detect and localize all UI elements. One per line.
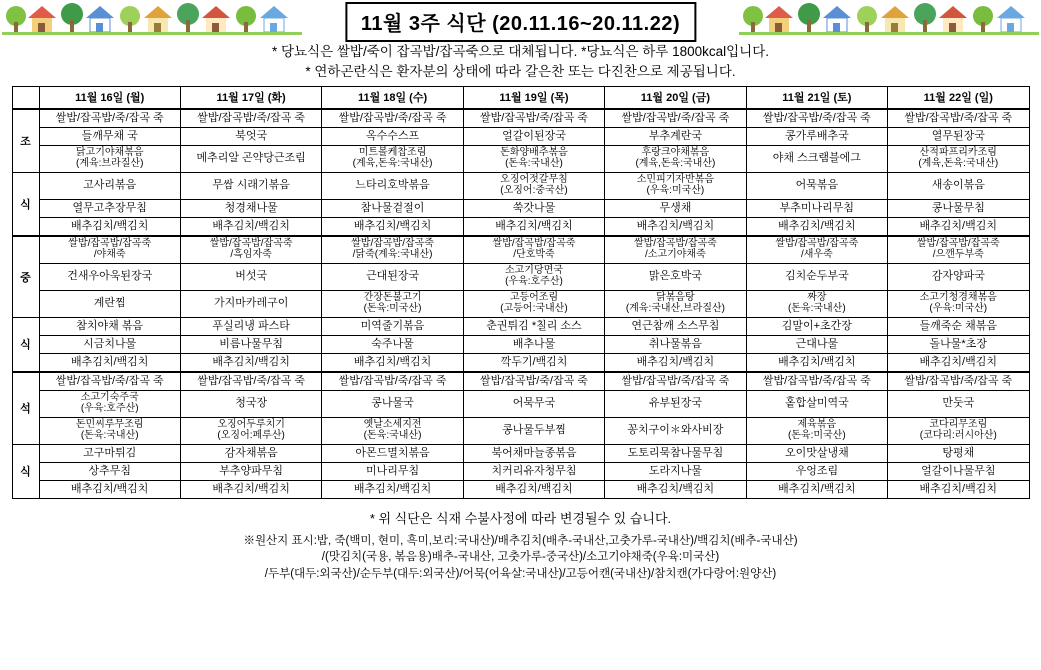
menu-cell: 취나물볶음 [605, 335, 746, 353]
menu-cell: 후랑크야채볶음 (계육,돈육:국내산) [605, 145, 746, 172]
menu-row [12, 317, 1029, 335]
menu-cell: 상추무침 [39, 462, 180, 480]
menu-cell: 푸실리냉 파스타 [180, 317, 321, 335]
menu-cell: 배추김치/백김치 [180, 480, 321, 498]
menu-cell: 소고기청경채볶음 (우육:미국산) [888, 290, 1029, 317]
table-header-row [12, 86, 1029, 109]
origin-line-3: /두부(대두:외국산)/순두부(대두:외국산)/어묵(어육살:국내산)/고등어캔(국내산)/참치캔(가다랑어:원양산) [264, 567, 777, 580]
menu-row [12, 290, 1029, 317]
meal-label-중식-2: 식 [12, 317, 39, 372]
notice-line-1: * 당뇨식은 쌀밥/죽이 잡곡밥/잡곡죽으로 대체됩니다. *당뇨식은 하루 1800kcal입니다. [271, 44, 770, 59]
menu-cell: 북어채마늘종볶음 [463, 444, 604, 462]
menu-cell: 쌀밥/잡곡밥/잡곡죽 /새우죽 [746, 236, 887, 264]
meal-label-중식-1: 중 [12, 236, 39, 318]
menu-row [12, 145, 1029, 172]
menu-cell: 고구마튀김 [39, 444, 180, 462]
menu-cell: 쌀밥/잡곡밥/죽/잡곡 죽 [605, 109, 746, 128]
menu-cell-origin: /닭죽(계육:국내산) [352, 248, 433, 260]
menu-cell: 배추김치/백김치 [888, 353, 1029, 372]
menu-cell: 배추김치/백김치 [180, 353, 321, 372]
menu-cell: 쌀밥/잡곡밥/죽/잡곡 죽 [322, 372, 463, 391]
menu-cell: 부추미나리무침 [746, 199, 887, 217]
menu-cell: 어묵볶음 [746, 172, 887, 199]
column-header-sat: 11월 21일 (토) [746, 86, 887, 109]
menu-cell: 유부된장국 [605, 390, 746, 417]
menu-cell-origin: (계육:국내산,브라질산) [625, 302, 725, 314]
menu-cell: 코다리무조림 (코다리:러시아산) [888, 417, 1029, 444]
menu-cell: 시금치나물 [39, 335, 180, 353]
menu-cell-origin: (우육:호주산) [80, 402, 139, 414]
menu-cell: 오징어두루치기 (오징어:페루산) [180, 417, 321, 444]
menu-cell: 쌀밥/잡곡밥/잡곡죽 /닭죽(계육:국내산) [322, 236, 463, 264]
menu-cell-origin: (돈육:국내산) [505, 157, 563, 169]
menu-cell: 돈화양배추볶음 (돈육:국내산) [463, 145, 604, 172]
decorative-header-band [0, 0, 1041, 40]
menu-cell: 배추김치/백김치 [888, 480, 1029, 498]
menu-cell: 쑥갓나물 [463, 199, 604, 217]
menu-cell-origin: (오징어:페루산) [217, 429, 285, 441]
menu-cell: 연근참깨 소스무침 [605, 317, 746, 335]
menu-cell: 짜장 (돈육:국내산) [746, 290, 887, 317]
menu-cell: 콩나물국 [322, 390, 463, 417]
menu-row [12, 353, 1029, 372]
column-header-mon: 11월 16일 (월) [39, 86, 180, 109]
menu-row [12, 372, 1029, 391]
weekly-menu-table [12, 86, 1030, 499]
menu-cell: 쌀밥/잡곡밥/죽/잡곡 죽 [888, 109, 1029, 128]
menu-cell: 고사리볶음 [39, 172, 180, 199]
menu-cell: 버섯국 [180, 263, 321, 290]
menu-cell: 배추김치/백김치 [463, 480, 604, 498]
menu-cell: 새송이볶음 [888, 172, 1029, 199]
change-notice: * 위 식단은 식재 수불사정에 따라 변경될수 있 습니다. [369, 510, 672, 526]
title-container [345, 2, 696, 42]
menu-cell: 감자채볶음 [180, 444, 321, 462]
menu-cell: 비름나물무침 [180, 335, 321, 353]
menu-cell: 들깨무채 국 [39, 127, 180, 145]
menu-row [12, 444, 1029, 462]
menu-cell: 소고기당면국 (우육:호주산) [463, 263, 604, 290]
menu-cell: 돈민씨루무조림 (돈육:국내산) [39, 417, 180, 444]
menu-cell: 제육볶음 (돈육:미국산) [746, 417, 887, 444]
menu-cell: 참치야채 볶음 [39, 317, 180, 335]
menu-row [12, 390, 1029, 417]
menu-cell: 숙주나물 [322, 335, 463, 353]
notice-block [0, 42, 1041, 83]
menu-cell: 쌀밥/잡곡밥/잡곡죽 /야채죽 [39, 236, 180, 264]
menu-row [12, 199, 1029, 217]
house-tree-decoration-right [739, 0, 1039, 40]
house-tree-decoration-left [2, 0, 302, 40]
menu-cell: 메추리알 곤약당근조림 [180, 145, 321, 172]
menu-cell: 간장돈불고기 (돈육:미국산) [322, 290, 463, 317]
menu-cell: 계란찜 [39, 290, 180, 317]
column-header-fri: 11월 20일 (금) [605, 86, 746, 109]
menu-cell-origin: /단호박죽 [513, 248, 555, 260]
menu-cell: 만둣국 [888, 390, 1029, 417]
menu-cell: 들깨죽순 채볶음 [888, 317, 1029, 335]
menu-cell: 근대된장국 [322, 263, 463, 290]
menu-cell: 야채 스크램블에그 [746, 145, 887, 172]
menu-cell: 부추양파무침 [180, 462, 321, 480]
menu-cell: 배추김치/백김치 [322, 353, 463, 372]
menu-cell: 가지마카레구이 [180, 290, 321, 317]
menu-cell: 배추김치/백김치 [746, 480, 887, 498]
menu-cell: 콩가루배추국 [746, 127, 887, 145]
menu-cell: 쌀밥/잡곡밥/죽/잡곡 죽 [605, 372, 746, 391]
meal-label-석식-1: 석 [12, 372, 39, 445]
menu-cell-origin: /으깬두부죽 [932, 248, 984, 260]
menu-cell: 홑합살미역국 [746, 390, 887, 417]
menu-cell: 얼갈이나물무침 [888, 462, 1029, 480]
menu-cell: 미나리무침 [322, 462, 463, 480]
menu-cell: 배추김치/백김치 [322, 480, 463, 498]
menu-cell-origin: (돈육:국내산) [80, 429, 139, 441]
menu-cell: 맑은호박국 [605, 263, 746, 290]
menu-cell: 미역줄기볶음 [322, 317, 463, 335]
menu-cell: 배추김치/백김치 [605, 480, 746, 498]
menu-cell: 쌀밥/잡곡밥/죽/잡곡 죽 [322, 109, 463, 128]
menu-cell: 춘권튀김 *칠리 소스 [463, 317, 604, 335]
menu-cell: 배추김치/백김치 [322, 217, 463, 236]
menu-cell: 쌀밥/잡곡밥/죽/잡곡 죽 [180, 109, 321, 128]
menu-cell-origin: (계육,돈육:국내산) [352, 157, 433, 169]
menu-cell: 깍두기/백김치 [463, 353, 604, 372]
menu-cell: 쌀밥/잡곡밥/죽/잡곡 죽 [463, 372, 604, 391]
menu-row [12, 172, 1029, 199]
menu-cell: 배추김치/백김치 [746, 217, 887, 236]
origin-info [0, 533, 1041, 583]
menu-cell-origin: (돈육:국내산) [787, 302, 846, 314]
menu-cell: 쌀밥/잡곡밥/잡곡죽 /소고기야채죽 [605, 236, 746, 264]
column-header-sun: 11월 22일 (일) [888, 86, 1029, 109]
menu-cell: 탕평채 [888, 444, 1029, 462]
menu-cell: 근대나물 [746, 335, 887, 353]
meal-label-조식-1: 조 [12, 109, 39, 173]
menu-cell-origin: (우육:호주산) [505, 275, 563, 287]
menu-cell: 얼갈이된장국 [463, 127, 604, 145]
menu-cell: 쌀밥/잡곡밥/잡곡죽 /단호박죽 [463, 236, 604, 264]
menu-cell-origin: (우육:미국산) [646, 184, 705, 196]
menu-cell-origin: (코다리:러시아산) [919, 429, 997, 441]
column-header-thu: 11월 19일 (목) [463, 86, 604, 109]
menu-cell: 쌀밥/잡곡밥/죽/잡곡 죽 [746, 109, 887, 128]
menu-cell: 돌나물*초장 [888, 335, 1029, 353]
corner-cell [12, 86, 39, 109]
menu-cell-origin: (계육,돈육:국내산) [635, 157, 716, 169]
menu-cell: 도라지나물 [605, 462, 746, 480]
menu-cell: 무쌈 시래기볶음 [180, 172, 321, 199]
menu-cell: 쌀밥/잡곡밥/죽/잡곡 죽 [39, 372, 180, 391]
menu-cell: 쌀밥/잡곡밥/죽/잡곡 죽 [463, 109, 604, 128]
menu-cell-origin: (우육:미국산) [929, 302, 988, 314]
menu-cell-origin: (돈육:미국산) [787, 429, 846, 441]
notice-line-2: * 연하곤란식은 환자분의 상태에 따라 갈은찬 또는 다진찬으로 제공됩니다. [305, 64, 736, 80]
origin-line-2: /(맛김치(국용, 볶음용)배추-국내산, 고춧가루-중국산)/소고기야채죽(우육:미국산) [321, 551, 720, 564]
menu-cell: 쌀밥/잡곡밥/죽/잡곡 죽 [746, 372, 887, 391]
menu-cell: 오징어젓갈무침 (오징어:중국산) [463, 172, 604, 199]
menu-cell: 배추나물 [463, 335, 604, 353]
menu-cell: 배추김치/백김치 [180, 217, 321, 236]
menu-cell-origin: (오징어:중국산) [500, 184, 568, 196]
meal-label-석식-2: 식 [12, 444, 39, 498]
menu-cell: 북엇국 [180, 127, 321, 145]
column-header-tue: 11월 17일 (화) [180, 86, 321, 109]
menu-cell: 느타리호박볶음 [322, 172, 463, 199]
menu-cell: 고등어조림 (고등어:국내산) [463, 290, 604, 317]
menu-cell-origin: (돈육:미국산) [363, 302, 422, 314]
menu-cell-origin: (계육,돈육:국내산) [918, 157, 999, 169]
menu-cell: 쌀밥/잡곡밥/죽/잡곡 죽 [180, 372, 321, 391]
menu-cell: 배추김치/백김치 [605, 217, 746, 236]
menu-cell: 콩나물두부찜 [463, 417, 604, 444]
menu-cell: 열무고추장무침 [39, 199, 180, 217]
menu-row [12, 462, 1029, 480]
menu-cell: 배추김치/백김치 [605, 353, 746, 372]
menu-cell: 건새우아욱된장국 [39, 263, 180, 290]
menu-cell: 감자양파국 [888, 263, 1029, 290]
menu-cell: 도토리묵참나물무침 [605, 444, 746, 462]
menu-row [12, 480, 1029, 498]
menu-cell: 배추김치/백김치 [39, 217, 180, 236]
menu-cell: 부추계란국 [605, 127, 746, 145]
menu-cell: 치커리유자청무침 [463, 462, 604, 480]
menu-cell: 무생채 [605, 199, 746, 217]
menu-cell: 쌀밥/잡곡밥/잡곡죽 /흑임자죽 [180, 236, 321, 264]
menu-cell: 소민피기자반볶음 (우육:미국산) [605, 172, 746, 199]
menu-table-body [12, 109, 1029, 499]
menu-cell-origin: (돈육:국내산) [363, 429, 422, 441]
menu-cell-origin: /소고기야채죽 [645, 248, 706, 260]
column-header-wed: 11월 18일 (수) [322, 86, 463, 109]
menu-cell-origin: /흑임자죽 [230, 248, 272, 260]
menu-cell: 소고기숙주국 (우육:호주산) [39, 390, 180, 417]
menu-cell-origin: /새우죽 [800, 248, 833, 260]
menu-cell: 콩나물무침 [888, 199, 1029, 217]
origin-line-1: ※원산지 표시:밥, 죽(백미, 현미, 흑미,보리:국내산)/배추김치(배추-국내산,고춧가루-국내산)/백김치(배추-국내산) [243, 534, 798, 547]
menu-cell: 청경채나물 [180, 199, 321, 217]
menu-cell: 쌀밥/잡곡밥/잡곡죽 /으깬두부죽 [888, 236, 1029, 264]
menu-row [12, 236, 1029, 264]
meal-label-조식-2: 식 [12, 172, 39, 236]
menu-cell: 김말이+초간장 [746, 317, 887, 335]
menu-cell: 꽁치구이＊와사비장 [605, 417, 746, 444]
menu-row [12, 217, 1029, 236]
menu-cell-origin: /야채죽 [93, 248, 126, 260]
page-title: 11월 3주 식단 (20.11.16~20.11.22) [345, 2, 696, 42]
menu-cell-origin: (고등어:국내산) [500, 302, 568, 314]
menu-cell: 옛날소세지전 (돈육:국내산) [322, 417, 463, 444]
menu-cell: 청국장 [180, 390, 321, 417]
menu-cell: 어묵무국 [463, 390, 604, 417]
menu-cell: 산적파프리카조림 (계육,돈육:국내산) [888, 145, 1029, 172]
menu-cell: 배추김치/백김치 [39, 353, 180, 372]
menu-row [12, 335, 1029, 353]
menu-row [12, 417, 1029, 444]
menu-cell: 열무된장국 [888, 127, 1029, 145]
menu-cell: 닭볶음탕 (계육:국내산,브라질산) [605, 290, 746, 317]
menu-cell: 닭고기야채볶음 (계육:브라질산) [39, 145, 180, 172]
menu-cell: 배추김치/백김치 [39, 480, 180, 498]
menu-cell: 쌀밥/잡곡밥/죽/잡곡 죽 [39, 109, 180, 128]
menu-row [12, 109, 1029, 128]
menu-row [12, 127, 1029, 145]
menu-cell: 오이맛살냉채 [746, 444, 887, 462]
menu-row [12, 263, 1029, 290]
menu-cell: 옥수수스프 [322, 127, 463, 145]
menu-cell: 우엉조림 [746, 462, 887, 480]
menu-cell: 미트볼케찹조림 (계육,돈육:국내산) [322, 145, 463, 172]
menu-cell: 참나물겉절이 [322, 199, 463, 217]
menu-cell: 배추김치/백김치 [746, 353, 887, 372]
menu-cell: 김치순두부국 [746, 263, 887, 290]
menu-cell-origin: (계육:브라질산) [76, 157, 144, 169]
menu-cell: 쌀밥/잡곡밥/죽/잡곡 죽 [888, 372, 1029, 391]
menu-cell: 배추김치/백김치 [463, 217, 604, 236]
menu-cell: 배추김치/백김치 [888, 217, 1029, 236]
menu-cell: 아몬드멸치볶음 [322, 444, 463, 462]
